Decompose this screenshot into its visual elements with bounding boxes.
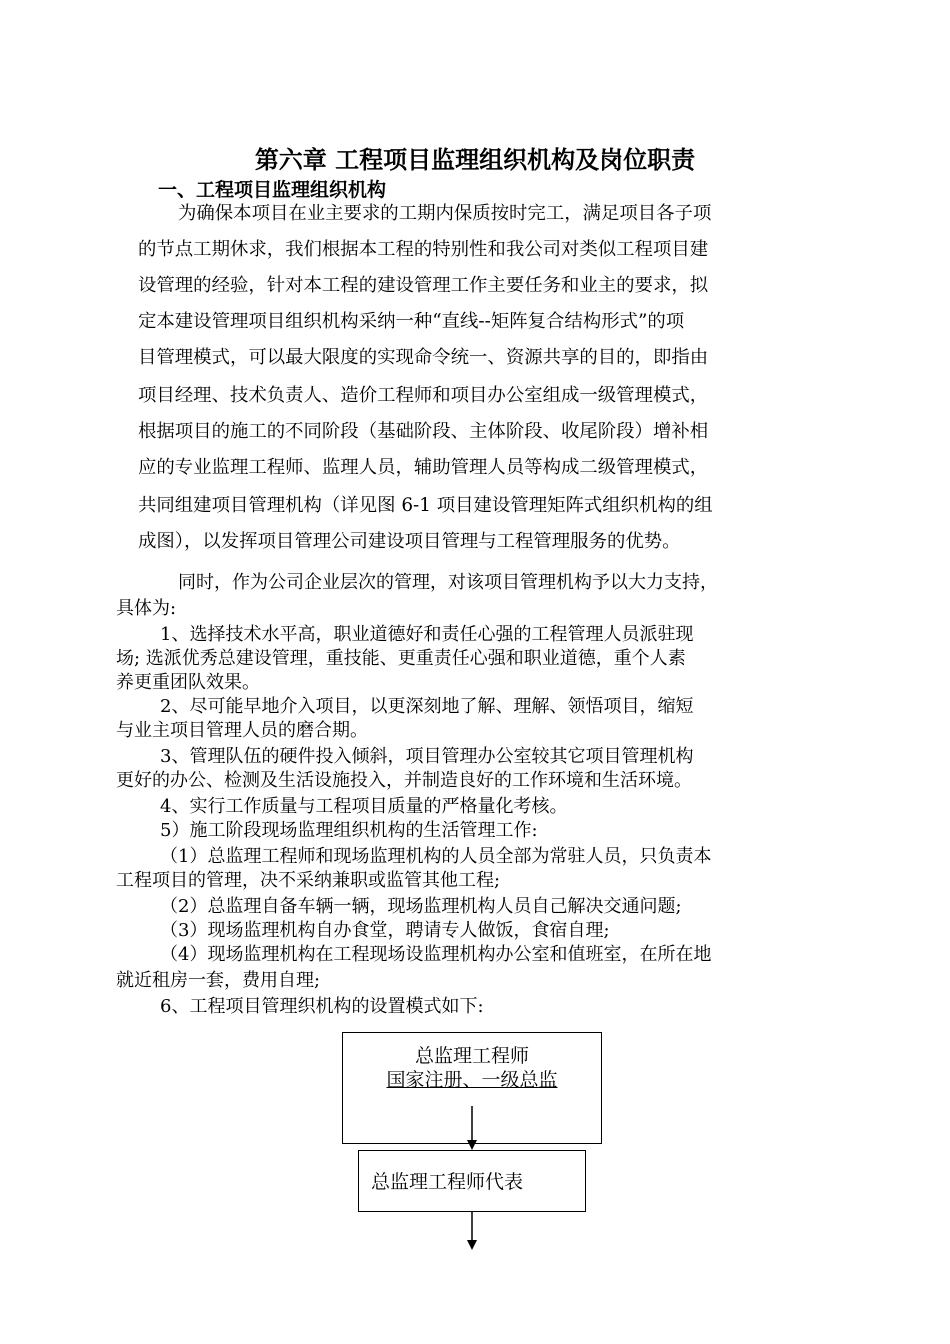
para2-line: （2）总监理自备车辆一辆，现场监理机构人员自己解决交通问题; (160, 896, 682, 917)
para1-line: 的节点工期休求，我们根据本工程的特别性和我公司对类似工程项目建 (138, 239, 709, 260)
para1-line: 应的专业监理工程师、监理人员，辅助管理人员等构成二级管理模式， (138, 457, 709, 478)
para1-line: 共同组建项目管理机构（详见图 6-1 项目建设管理矩阵式组织机构的组 (138, 495, 713, 516)
para2-line: 场; 选派优秀总建设管理，重技能、更重责任心强和职业道德，重个人素 (116, 648, 686, 669)
para2-line: 6、工程项目管理织机构的设置模式如下: (160, 996, 484, 1017)
para1-line: 项目经理、技术负责人、造价工程师和项目办公室组成一级管理模式， (138, 385, 709, 406)
chief-engineer-qualification: 国家注册、一级总监 (386, 1069, 558, 1091)
para2-line: 同时，作为公司企业层次的管理，对该项目管理机构予以大力支持， (178, 572, 718, 593)
para2-line: 具体为: (116, 598, 177, 619)
para1-line: 目管理模式，可以最大限度的实现命令统一、资源共享的目的，即指由 (138, 347, 709, 368)
para2-line: 5）施工阶段现场监理组织机构的生活管理工作: (160, 820, 538, 841)
para2-line: （3）现场监理机构自办食堂，聘请专人做饭，食宿自理; (160, 920, 610, 941)
para2-line: 2、尽可能早地介入项目，以更深刻地了解、理解、领悟项目，缩短 (160, 696, 694, 717)
para2-line: 就近租房一套，费用自理; (116, 970, 321, 991)
para2-line: 4、实行工作质量与工程项目质量的严格量化考核。 (160, 796, 568, 817)
page-title: 第六章 工程项目监理组织机构及岗位职责 (254, 145, 696, 174)
deputy-engineer-box (358, 1150, 586, 1212)
para2-line: 养更重团队效果。 (116, 672, 260, 693)
para2-line: 与业主项目管理人员的磨合期。 (116, 720, 368, 741)
para2-line: 工程项目的管理，决不采纳兼职或监管其他工程; (116, 870, 501, 891)
para2-line: 3、管理队伍的硬件投入倾斜，项目管理办公室较其它项目管理机构 (160, 746, 694, 767)
deputy-engineer-title: 总监理工程师代表 (371, 1171, 524, 1193)
para1-line: 根据项目的施工的不同阶段（基础阶段、主体阶段、收尾阶段）增补相 (138, 421, 709, 442)
para1-line: 定本建设管理项目组织机构采纳一种“直线--矩阵复合结构形式”的项 (138, 311, 685, 332)
para2-line: 1、选择技术水平高，职业道德好和责任心强的工程管理人员派驻现 (160, 624, 694, 645)
section-heading: 一、工程项目监理组织机构 (158, 179, 387, 201)
para1-line: 设管理的经验，针对本工程的建设管理工作主要任务和业主的要求，拟 (138, 275, 709, 296)
para2-line: （1）总监理工程师和现场监理机构的人员全部为常驻人员，只负责本 (160, 846, 712, 867)
arrow-down-icon (467, 1140, 477, 1150)
para1-line: 为确保本项目在业主要求的工期内保质按时完工，满足项目各子项 (178, 203, 712, 224)
para2-line: 更好的办公、检测及生活设施投入，并制造良好的工作环境和生活环境。 (116, 770, 692, 791)
arrow-down-icon (467, 1240, 477, 1250)
chief-engineer-title: 总监理工程师 (414, 1045, 529, 1067)
para1-line: 成图），以发挥项目管理公司建设项目管理与工程管理服务的优势。 (138, 531, 681, 552)
para2-line: （4）现场监理机构在工程现场设监理机构办公室和值班室，在所在地 (160, 944, 712, 965)
